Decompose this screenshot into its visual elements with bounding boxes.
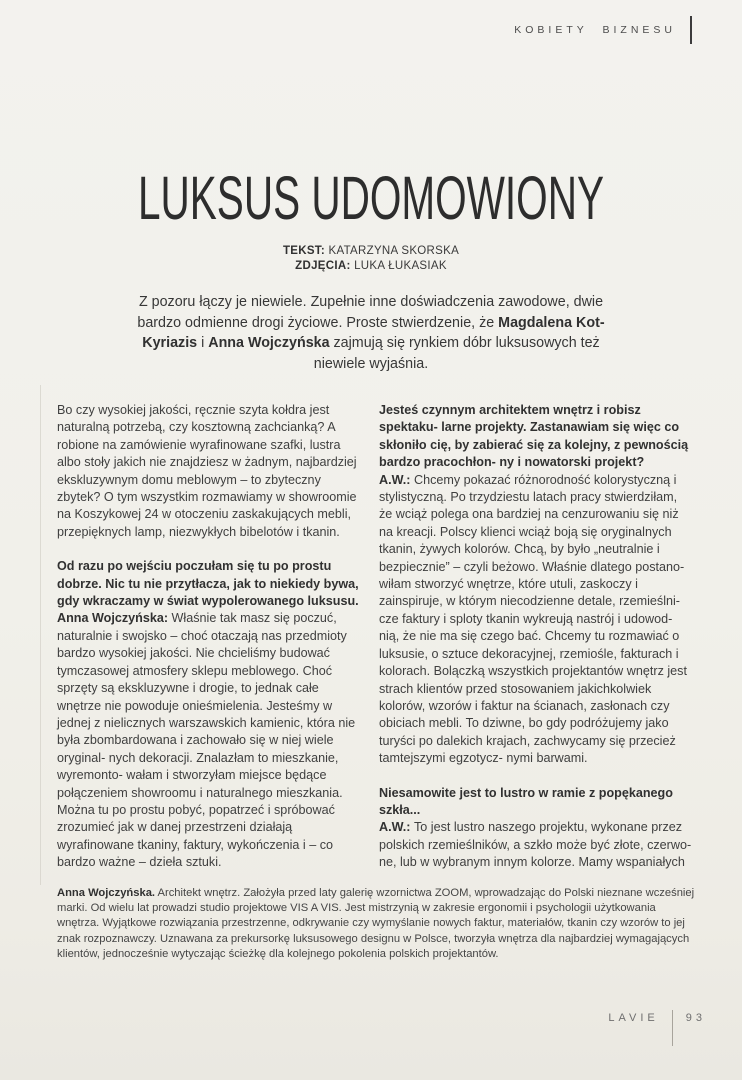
text-segment: Chcemy pokazać różnorodność kolorystyczną i stylistyczną. Po trzydziestu latach pracy stwierdziłam, że wciąż polega ona bardziej na cenzurowaniu się niż na kreacji. Polscy klienci wciąż boją się oryginalnych tkanin, żywych kolorów. Chcą, by było „neutralnie i bezpiecznie” – czyli beżowo. Właśnie dlatego postano- wiłam stworzyć wnętrze, które utuli, zaskoczy i zainspiruje, w którym niecodzienne detale, rzemieślni- cze faktury i sploty tkanin wykreują nastrój i udowod- nią, że nie ma się czego bać. Chcemy tu rozmawiać o luksusie, o sztuce dekoracyjnej, rzemiośle, fakturach i kolorach. Bolączką wszystkich projektantów wnętrz jest strach klientów przed stosowaniem jakichkolwiek kolorów, wzorów i faktur na ścianach, zasłonach czy obiciach mebli. To dziwne, bo gdy podróżujemy jako turyści po dalekich krajach, zachwycamy się przecież tamtejszymi egzotycz- nymi barwami. [379, 472, 687, 766]
bold-text-segment: Od razu po wejściu poczułam się tu po prostu dobrze. Nic tu nie przytłacza, jak to niekiedy bywa, gdy wkraczamy w świat wypolerowanego luksusu. [57, 559, 359, 609]
author-bio [57, 886, 701, 962]
left-column [57, 402, 359, 872]
text-segment: Z pozoru łączy je niewiele. Zupełnie inne doświadczenia zawodowe, dwie bardzo odmienne drogi życiowe. Proste stwierdzenie, że [137, 294, 604, 331]
bold-text-segment: TEKST: [282, 245, 329, 257]
bold-text-segment: Niesamowite jest to lustro w ramie z popękanego szkła... [379, 785, 673, 817]
title-block [0, 158, 742, 242]
bold-text-segment: Anna Wojczyńska. [57, 887, 156, 899]
paragraph-answer-anna [57, 610, 359, 871]
bold-text-segment: A.W.: [379, 820, 414, 835]
text-segment: i [197, 335, 209, 351]
scan-edge-artifact [40, 385, 41, 885]
intro-paragraph [131, 292, 611, 374]
bold-text-segment: Anna Wojczyńska [208, 335, 330, 351]
page-footer [608, 1012, 706, 1046]
section-label: KOBIETY BIZNESU [514, 24, 676, 36]
credit-photos-by [0, 259, 742, 274]
section-header [514, 16, 692, 44]
paragraph-opening [57, 402, 359, 541]
credits [0, 244, 742, 274]
header-divider [690, 16, 692, 44]
bold-text-segment: Jesteś czynnym architektem wnętrz i robisz spektaku- larne projekty. Zastanawiam się więc co skłoniło cię, by zabierać się za kolejny, z pewnością bardzo pracochłon- ny i nowatorski projekt? [379, 403, 689, 470]
footer-divider [672, 1010, 673, 1046]
paragraph-question-2 [379, 785, 693, 820]
paragraph-question-1 [379, 402, 693, 472]
paragraph-answer-2 [379, 819, 693, 871]
text-segment: Architekt wnętrz. Założyła przed laty galerię wzornictwa ZOOM, wprowadzając do Polski nieznane wcześniej marki. Od wielu lat prowadzi studio projektowe VIS A VIS. Jest mistrzynią w zakresie ergonomii i psychologii użytkowania wnętrza. Wyjątkowe rozwiązania przestrzenne, odkrywanie czy wymyślanie nowych faktur, materiałów, tkanin czy wzorów to jej znak rozpoznawczy. Uznawana za prekursorkę luksusowego designu w Polsce, tworzyła wnętrza dla najbardziej wymagających klientów, jednocześnie wytyczając ścieżkę dla kolejnego pokolenia polskich projektantów. [57, 887, 695, 960]
bold-text-segment: Anna Wojczyńska: [57, 611, 172, 626]
article-body [57, 402, 693, 872]
page-title: LUKSUS UDOMOWIONY [137, 163, 604, 232]
title-art [0, 158, 742, 242]
text-segment: LUKA ŁUKASIAK [354, 260, 447, 272]
bold-text-segment: ZDJĘCIA: [295, 260, 355, 272]
paragraph-answer-1 [379, 472, 693, 768]
bold-text-segment: A.W.: [379, 472, 414, 487]
page-number: 93 [685, 1012, 706, 1024]
text-segment: Właśnie tak masz się poczuć, naturalnie i swojsko – choć otaczają nas przedmioty bardzo wysokiej jakości. Nie chcieliśmy budować tymczasowej atmosfery sklepu meblowego. Choć sprzęty są ekskluzywne i drogie, to jednak całe wnętrze nie powoduje onieśmielenia. Jesteśmy w jednej z nielicznych warszawskich kamienic, która nie była zbombardowana i zachowało się w niej wiele oryginal- nych dekoracji. Znalazłam to mieszkanie, wyremonto- wałam i stworzyłam miejsce będące połączeniem showroomu i naturalnego mieszkania. Można tu po prostu pobyć, popatrzeć i spróbować zrozumieć jak w danej przestrzeni działają wyrafinowane tkaniny, faktury, wykończenia i – co bardzo ważne – dzieła sztuki. [57, 611, 356, 870]
text-segment: Bo czy wysokiej jakości, ręcznie szyta kołdra jest naturalną potrzebą, czy kosztowną zachcianką? A robione na zamówienie wyrafinowane szafki, lustra albo stoły jakich nie znajdziesz w żadnym, najbardziej ekskluzywnym domu meblowym – to zbyteczny zbytek? O tym wszystkim rozmawiamy w showroomie na Koszykowej 24 w otoczeniu zaskakujących mebli, przepięknych lamp, niezwykłych bibelotów i tkanin. [57, 403, 357, 539]
credit-text-by [0, 244, 742, 259]
right-column [379, 402, 693, 872]
paragraph-interviewer-lead [57, 558, 359, 610]
bold-text-segment: Magdalena Kot-Kyriazis [142, 314, 605, 351]
text-segment: zajmują się rynkiem dóbr luksusowych też niewiele wyjaśnia. [313, 335, 600, 372]
text-segment: To jest lustro naszego projektu, wykonane przez polskich rzemieślników, a szkło może być złote, czerwo- ne, lub w wybranym innym kolorze. Mamy wspaniałych [379, 820, 692, 870]
text-segment: KATARZYNA SKORSKA [328, 245, 460, 257]
magazine-name: LAVIE [608, 1012, 659, 1024]
